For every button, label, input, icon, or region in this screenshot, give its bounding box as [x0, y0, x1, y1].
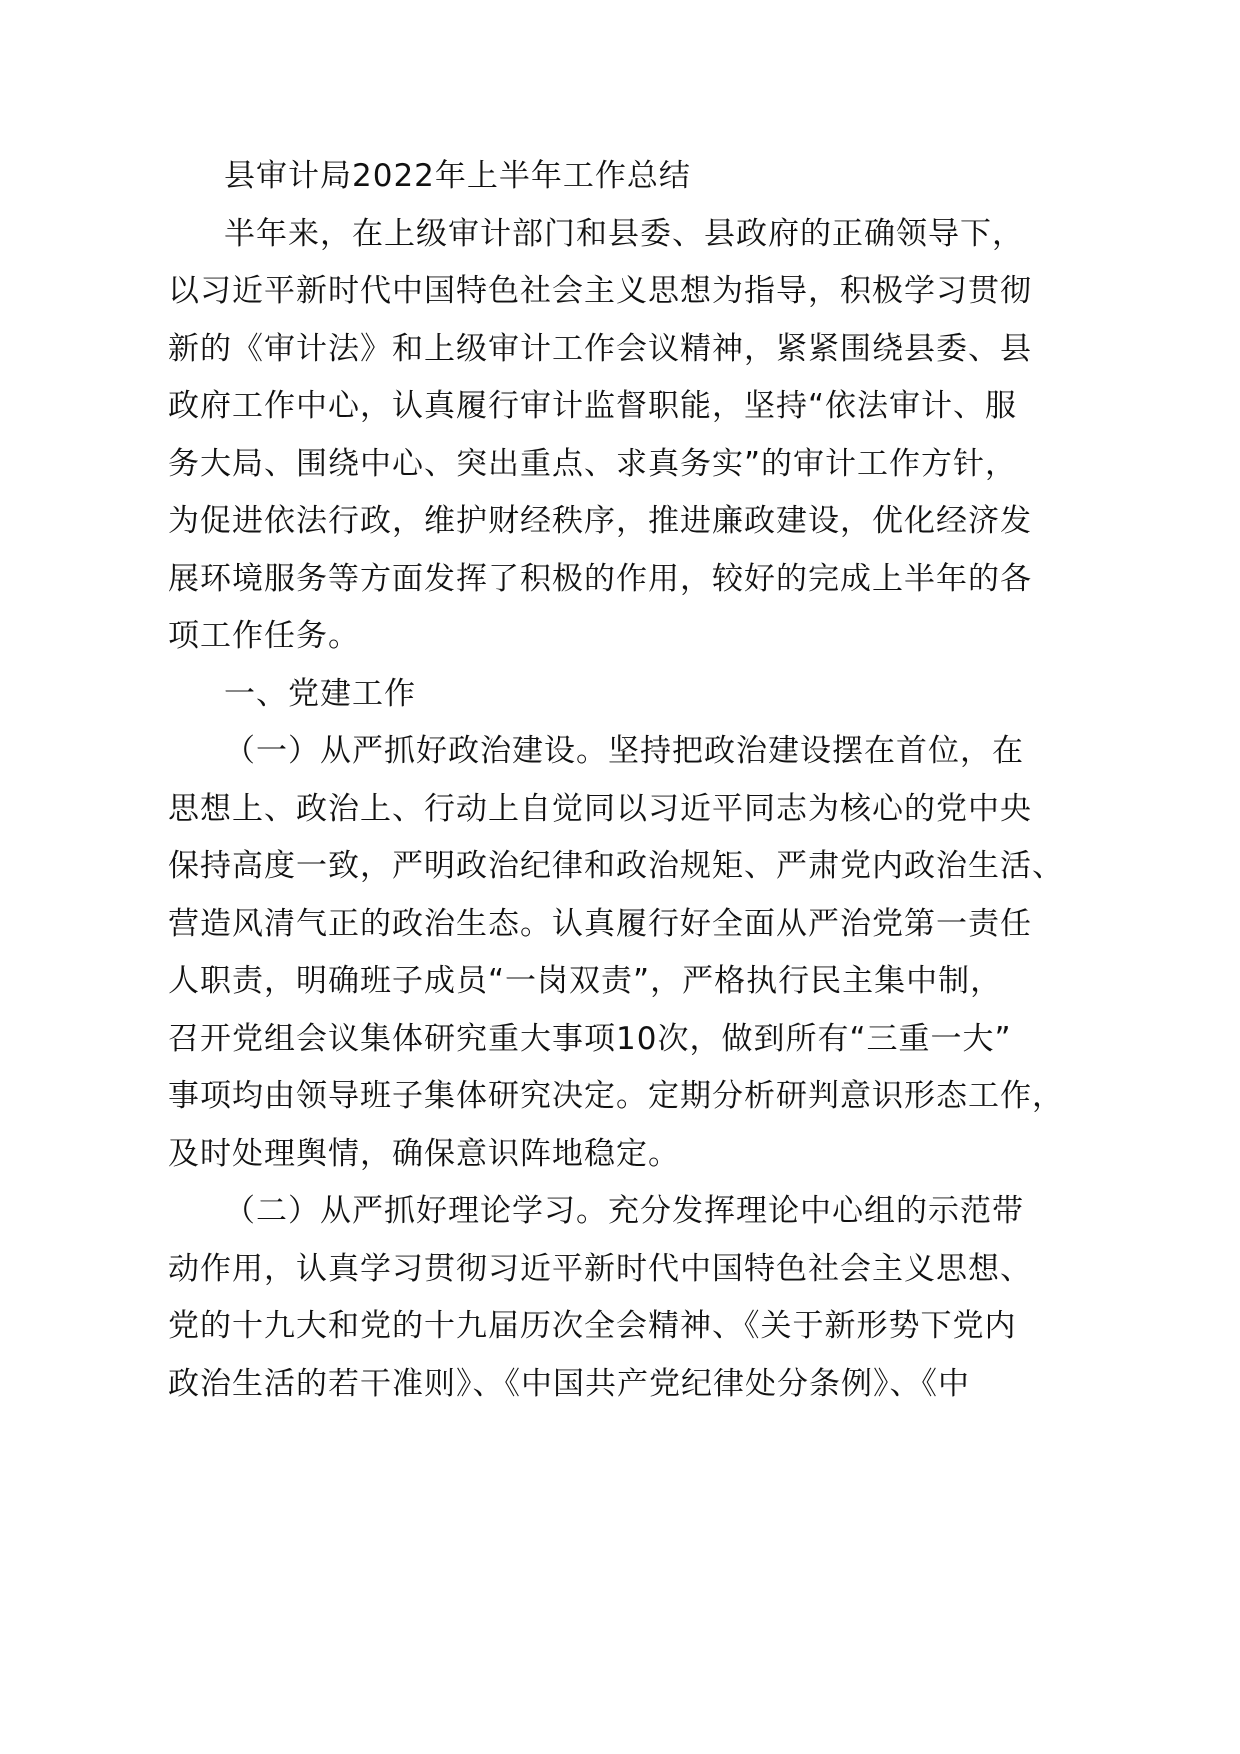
paragraph-line: 务大局、围绕中心、突出重点、求真务实”的审计工作方针， [168, 446, 1018, 482]
paragraph-line: （一）从严抓好政治建设。坚持把政治建设摆在首位，在 [224, 733, 1024, 769]
paragraph-line: 事项均由领导班子集体研究决定。定期分析研判意识形态工作， [168, 1078, 1064, 1114]
paragraph-line: 项工作任务。 [168, 618, 360, 654]
paragraph-line: 动作用，认真学习贯彻习近平新时代中国特色社会主义思想、 [168, 1251, 1032, 1287]
paragraph-line: 思想上、政治上、行动上自觉同以习近平同志为核心的党中央 [168, 791, 1032, 827]
paragraph-line: 展环境服务等方面发挥了积极的作用，较好的完成上半年的各 [168, 561, 1032, 597]
paragraph-line: 召开党组会议集体研究重大事项10次，做到所有“三重一大” [168, 1021, 1012, 1057]
paragraph-line: 及时处理舆情，确保意识阵地稳定。 [168, 1136, 680, 1172]
paragraph-line: 政府工作中心，认真履行审计监督职能，坚持“依法审计、服 [168, 388, 1018, 424]
paragraph-line: 以习近平新时代中国特色社会主义思想为指导，积极学习贯彻 [168, 273, 1032, 309]
paragraph-line: 为促进依法行政，维护财经秩序，推进廉政建设，优化经济发 [168, 503, 1032, 539]
document-title: 县审计局2022年上半年工作总结 [224, 158, 691, 194]
paragraph-line: 保持高度一致，严明政治纪律和政治规矩、严肃党内政治生活、 [168, 848, 1064, 884]
paragraph-line: 营造风清气正的政治生态。认真履行好全面从严治党第一责任 [168, 906, 1032, 942]
paragraph-line: 人职责，明确班子成员“一岗双责”，严格执行民主集中制， [168, 963, 1003, 999]
paragraph-line: 党的十九大和党的十九届历次全会精神、《关于新形势下党内 [168, 1308, 1017, 1344]
paragraph-line: 政治生活的若干准则》、《中国共产党纪律处分条例》、《中 [168, 1366, 970, 1402]
section-heading: 一、党建工作 [224, 676, 416, 712]
paragraph-line: 新的《审计法》和上级审计工作会议精神，紧紧围绕县委、县 [168, 331, 1032, 367]
paragraph-line: （二）从严抓好理论学习。充分发挥理论中心组的示范带 [224, 1193, 1024, 1229]
paragraph-line: 半年来，在上级审计部门和县委、县政府的正确领导下， [224, 216, 1024, 252]
